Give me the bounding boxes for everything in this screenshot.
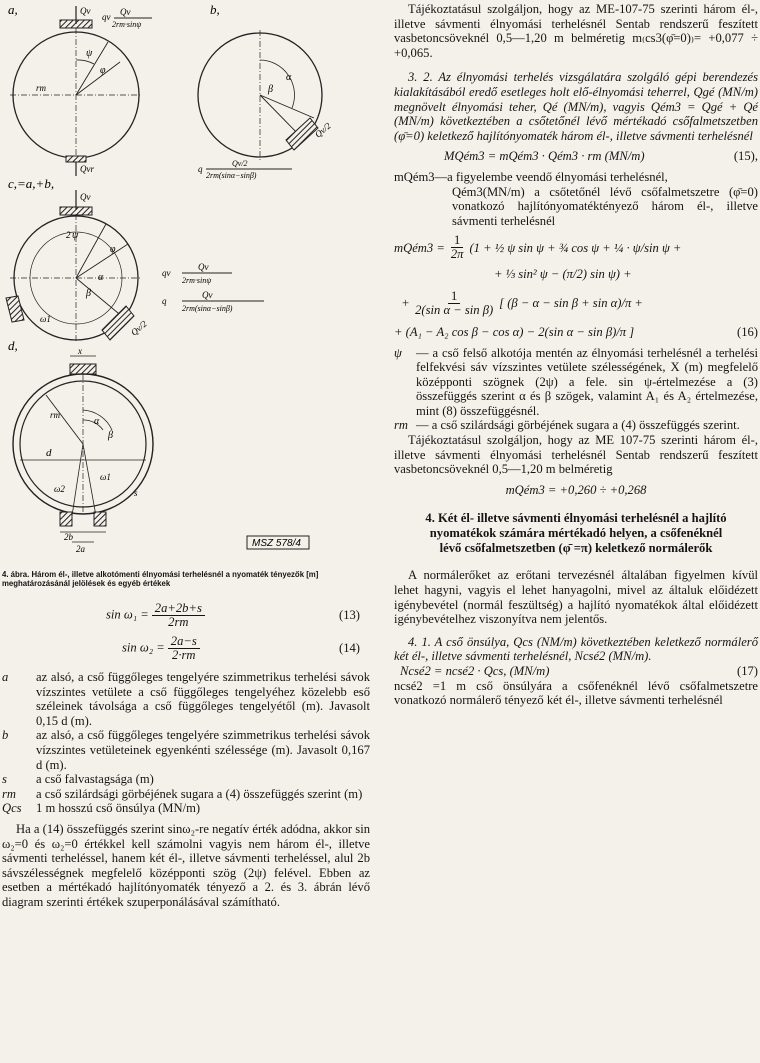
- equation-16: [394, 234, 758, 339]
- eq14-lhs: sin ω₂ =: [122, 640, 165, 655]
- eq16-lhs: mQém3 =: [394, 240, 445, 255]
- eq16-line4: + (A₁ − A₂ cos β − cos α) − 2(sin α − sin β)/π ]: [394, 324, 635, 339]
- stamp-msz: MSZ 578/4: [252, 538, 301, 549]
- panel-b-beta: β: [268, 84, 273, 95]
- panel-c-label: c,=a,+b,: [8, 176, 55, 191]
- panel-c-phi: φ: [110, 244, 116, 255]
- eq15-body: MQém3 = mQém3 · Qém3 · rm (MN/m): [444, 149, 645, 164]
- eq16-number: (16): [737, 324, 758, 339]
- panel-d-x: x: [78, 346, 82, 356]
- panel-a-label: a,: [8, 2, 18, 17]
- panel-d-label: d,: [8, 338, 18, 353]
- definition-rm: rm a cső szilárdsági görbéjének sugara a (4) összefüggés szerint (m): [2, 786, 363, 801]
- eq16-line2: + ⅓ sin² ψ − (π/2) sin ψ) +: [494, 267, 632, 282]
- equation-m-range: mQém3 = +0,260 ÷ +0,268: [505, 482, 647, 497]
- definition-s: s a cső falvastagsága (m): [2, 772, 154, 787]
- section-4-heading: 4. Két él- illetve sávmenti élnyomási terhelésnél a hajlító nyomatékok számára mértékadó helyen, a csőfenéknél lévő csőfalmetszetben (φ̄ =π) keletkező normálerők: [425, 511, 727, 556]
- equation-15: [394, 149, 758, 164]
- right-paragraph-1: Tájékoztatásul szolgáljon, hogy az ME-107-75 szerinti három él-, illetve sávmenti élnyomási terhelésnél Sentab rendszerű feszített vasbetoncsöveknél 0,5—1,20 m belméretig m₍cs3(φ̄=0)₎= +0,077 ÷ +0,065.: [394, 2, 758, 60]
- panel-c-formula2-den: 2rm(sinα−sinβ): [182, 304, 233, 313]
- eq16-line3: [ (β − α − sin β + sin α)/π +: [499, 296, 643, 311]
- eq16-line1: (1 + ½ ψ sin ψ + ¾ cos ψ + ¼ · ψ/sin ψ +: [469, 240, 682, 255]
- eq13-lhs: sin ω₁ =: [106, 607, 149, 622]
- definition-b: b az alsó, a cső függőleges tengelyére szimmetrikus terhelési sávok vízszintes vetületeinek egyenkénti szélessége (m). Javasolt 0,167 d (m).: [2, 728, 370, 772]
- panel-c-formula1-den: 2rm·sinψ: [182, 276, 212, 285]
- panel-c-beta: β: [86, 288, 91, 299]
- right-paragraph-2: 3. 2. Az élnyomási terhelés vizsgálatára szolgáló gépi berendezés kialakításából eredő esetleges holt elő-élnyomási teherrel, Qgé (MN/m) megnövelt élnyomási teher, Qé (MN/m), vagyis Qém3 = Qgé + Qé (MN/m) következtében a csőtetőnél lévő mértékadó csőfalmetszetben (φ̄=0) keletkező hajlítónyomaték három él-, illetve sávmenti terhelésnél: [394, 70, 758, 143]
- panel-a-qv: Qv: [80, 6, 91, 16]
- equation-14: [2, 635, 370, 662]
- panel-b-alpha: α: [286, 72, 292, 83]
- definition-psi: ψ — a cső felső alkotója mentén az élnyomási terhelésnél a terhelési felfekvési sáv vízszintes vetülete szélességének, X (m) megfelelő középponti szögnek (2ψ) a fele. sin ψ-értelmezése a (3) összefüggés szerint α és β szögek, valamint A₁ és A₂ értelmezése, mint (8) összefüggésnél.: [394, 345, 758, 418]
- panel-a-qvr: Qvr: [80, 164, 94, 174]
- eq16-line3-plus: +: [402, 296, 410, 311]
- figure-caption: 4. ábra. Három él-, illetve alkotómenti élnyomási terhelésnél a nyomaték tényezők [m] meghatározásánál jelölések és egyéb értékek: [2, 570, 319, 588]
- panel-a-psi: ψ: [86, 48, 93, 59]
- panel-a-formula-den: 2rm·sinψ: [112, 20, 142, 29]
- definition-rm-right: rm — a cső szilárdsági görbéjének sugara a (4) összefüggés szerint.: [394, 418, 740, 433]
- eq13-number: (13): [339, 608, 360, 623]
- m-definition-2: Qém3(MN/m) a csőtetőnél lévő csőfalmetszetre (φ̄=0) vonatkozó hajlítónyomatéktényező három él-, illetve sávmenti terhelésnél: [452, 184, 758, 228]
- panel-c-formula2-num: Qv: [202, 290, 213, 300]
- panel-a-formula-left: qv: [102, 12, 111, 22]
- eq14-den: 2·rm: [172, 648, 196, 662]
- panel-b-formula-num: Qv/2: [232, 159, 248, 168]
- eq14-number: (14): [339, 641, 360, 656]
- panel-c-formula1-left: qv: [162, 268, 171, 278]
- right-paragraph-4: A normálerőket az erőtani tervezésnél általában figyelmen kívül lehet hagyni, vagyis el lehet hanyagolni, mivel az általuk előidézett igénybevétel (normál feszültség) a hajlító nyomatékok által előidézett igénybevételhez viszonyítva nem jelentős.: [394, 568, 758, 627]
- panel-c-qv: Qv: [80, 192, 91, 202]
- right-column: [394, 0, 758, 708]
- panel-d-beta: β: [108, 430, 113, 441]
- eq16-frac2-den: 2(sin α − sin β): [415, 302, 494, 317]
- panel-b-formula-left: q: [198, 164, 203, 174]
- eq13-den: 2rm: [168, 615, 189, 629]
- panel-c-qv-half: Qv/2: [128, 318, 149, 338]
- eq16-frac1-num: 1: [451, 234, 463, 248]
- panel-c-alpha: α: [98, 272, 104, 283]
- figure-4: [2, 0, 370, 578]
- panel-b-load-band: [286, 118, 318, 150]
- definitions-right: [394, 346, 758, 434]
- eq13-num: 2a+2b+s: [152, 602, 205, 616]
- eq16-frac1-den: 2π: [450, 247, 464, 262]
- eq17-body: Ncsé2 = ncsé2 · Qcs, (MN/m): [400, 664, 550, 678]
- panel-d-alpha: α: [94, 416, 100, 427]
- eq14-num: 2a−s: [168, 635, 200, 649]
- panel-a-rm: rm: [36, 83, 47, 93]
- svg-text:2: 2: [66, 230, 71, 240]
- panel-b-qv-half: Qv/2: [312, 120, 333, 140]
- panel-c-psi: ψ: [72, 230, 79, 241]
- panel-d-d: d: [46, 447, 52, 459]
- panel-c-formula2-left: q: [162, 296, 167, 306]
- definition-a: a az alsó, a cső függőleges tengelyére szimmetrikus terhelési sávok vízszintes vetülete a cső függőleges tengelyéhez közelebb eső széleinek távolsága a cső függőleges tengelyétől (m). Javasolt 0,15 d (m).: [2, 670, 370, 728]
- panel-a-formula-num: Qv: [120, 7, 131, 17]
- equation-17: [394, 664, 758, 679]
- panel-d-2a: 2a: [76, 544, 85, 554]
- equation-13: [2, 602, 370, 629]
- panel-b-formula-den: 2rm(sinα−sinβ): [206, 171, 257, 180]
- panel-a-phi: φ: [100, 65, 106, 76]
- panel-c-omega1: ω1: [40, 314, 51, 324]
- right-paragraph-5: 4. 1. A cső önsúlya, Qcs (NM/m) következtében keletkező normálerő két él-, illetve sávmenti terhelésnél, Ncsé2 (MN/m).: [394, 634, 758, 664]
- panel-d-omega1: ω1: [100, 472, 111, 482]
- definitions-left: [2, 670, 370, 816]
- panel-d-2b: 2b: [64, 532, 73, 542]
- definition-qcs: Qcs 1 m hosszú cső önsúlya (MN/m): [2, 801, 201, 816]
- left-column: [2, 0, 370, 910]
- eq17-number: (17): [737, 664, 758, 678]
- panel-d-omega2: ω2: [54, 484, 65, 494]
- right-paragraph-6: ncsé2 =1 m cső önsúlyára a csőfenéknél lévő csőfalmetszetre vonatkozó normálerő tényező két él-, illetve sávmenti terhelésnél: [394, 678, 758, 708]
- right-paragraph-3: Tájékoztatásul szolgáljon, hogy az ME 107-75 szerinti három él-, illetve sávmenti élnyomási terhelésnél Sentab rendszerű feszített vasbetoncsöveknél 0,5—1,20 m belméretig: [394, 433, 758, 477]
- eq16-frac2-num: 1: [448, 290, 460, 304]
- eq15-number: (15),: [733, 149, 758, 164]
- panel-c-formula1-num: Qv: [198, 262, 209, 272]
- panel-d-s: s: [134, 488, 138, 498]
- panel-b-label: b,: [210, 2, 220, 17]
- m-definition: mQém3—a figyelembe veendő élnyomási terhelésnél,: [394, 169, 668, 184]
- paragraph-left: Ha a (14) összefüggés szerint sinω₂-re negatív érték adódna, akkor sin ω₂=0 és ω₂=0 értékkel kell számolni vagyis nem három él-, illetve sávmenti terheléssel, hanem két él-, illetve sávmenti terheléssel, alul 2b sávszélességnek megfelelő középponti szög (2ψ) felével. Ebben az esetben a mértékadó hajlítónyomaték tényező a 2. és 3. ábrán lévő diagram szerinti értékek szuperponálásával számítható.: [2, 821, 370, 909]
- panel-d-rm: rm: [50, 410, 61, 420]
